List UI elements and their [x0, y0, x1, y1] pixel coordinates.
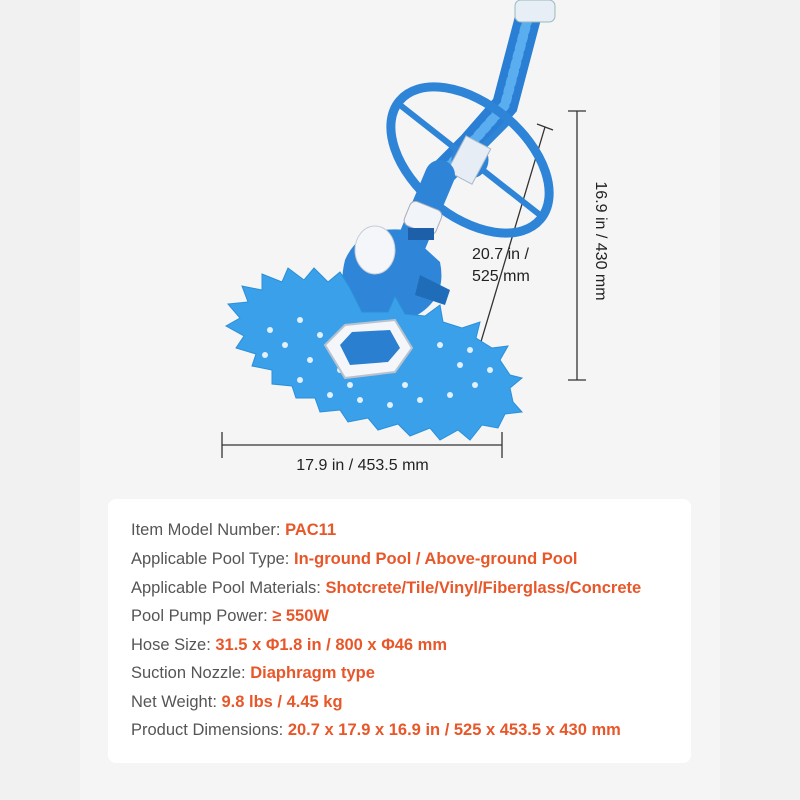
spec-row-product-dimensions	[131, 719, 621, 741]
spec-label: Hose Size:	[131, 636, 216, 654]
spec-value: 9.8 lbs / 4.45 kg	[221, 693, 343, 711]
spec-value: PAC11	[285, 521, 337, 539]
spec-value: In-ground Pool / Above-ground Pool	[293, 550, 578, 568]
specifications-card	[108, 499, 691, 763]
spec-row-net-weight	[131, 691, 343, 713]
spec-row-hose-size	[131, 634, 447, 656]
spec-value: 31.5 x Φ1.8 in / 800 x Φ46 mm	[215, 636, 448, 654]
spec-label: Item Model Number:	[131, 521, 286, 539]
spec-label: Suction Nozzle:	[131, 664, 251, 682]
spec-value: Shotcrete/Tile/Vinyl/Fiberglass/Concrete	[325, 579, 642, 597]
depth-line-2: 525 mm	[472, 268, 530, 285]
spec-row-pool-type	[131, 548, 578, 570]
width-dimension-label: 17.9 in / 453.5 mm	[296, 457, 429, 474]
spec-label: Applicable Pool Materials:	[131, 579, 326, 597]
spec-label: Net Weight:	[131, 693, 222, 711]
spec-label: Applicable Pool Type:	[131, 550, 294, 568]
spec-value: 20.7 x 17.9 x 16.9 in / 525 x 453.5 x 430 mm	[287, 721, 621, 739]
spec-value: Diaphragm type	[250, 664, 375, 682]
depth-line-1: 20.7 in /	[472, 246, 529, 263]
spec-row-pump-power	[131, 605, 329, 627]
spec-row-suction-nozzle	[131, 662, 375, 684]
spec-row-model	[131, 519, 336, 541]
spec-label: Pool Pump Power:	[131, 607, 273, 625]
spec-value: ≥ 550W	[272, 607, 329, 625]
spec-row-pool-materials	[131, 577, 641, 599]
depth-dimension-label	[472, 244, 562, 288]
spec-label: Product Dimensions:	[131, 721, 288, 739]
height-dimension-label: 16.9 in / 430 mm	[592, 181, 609, 301]
